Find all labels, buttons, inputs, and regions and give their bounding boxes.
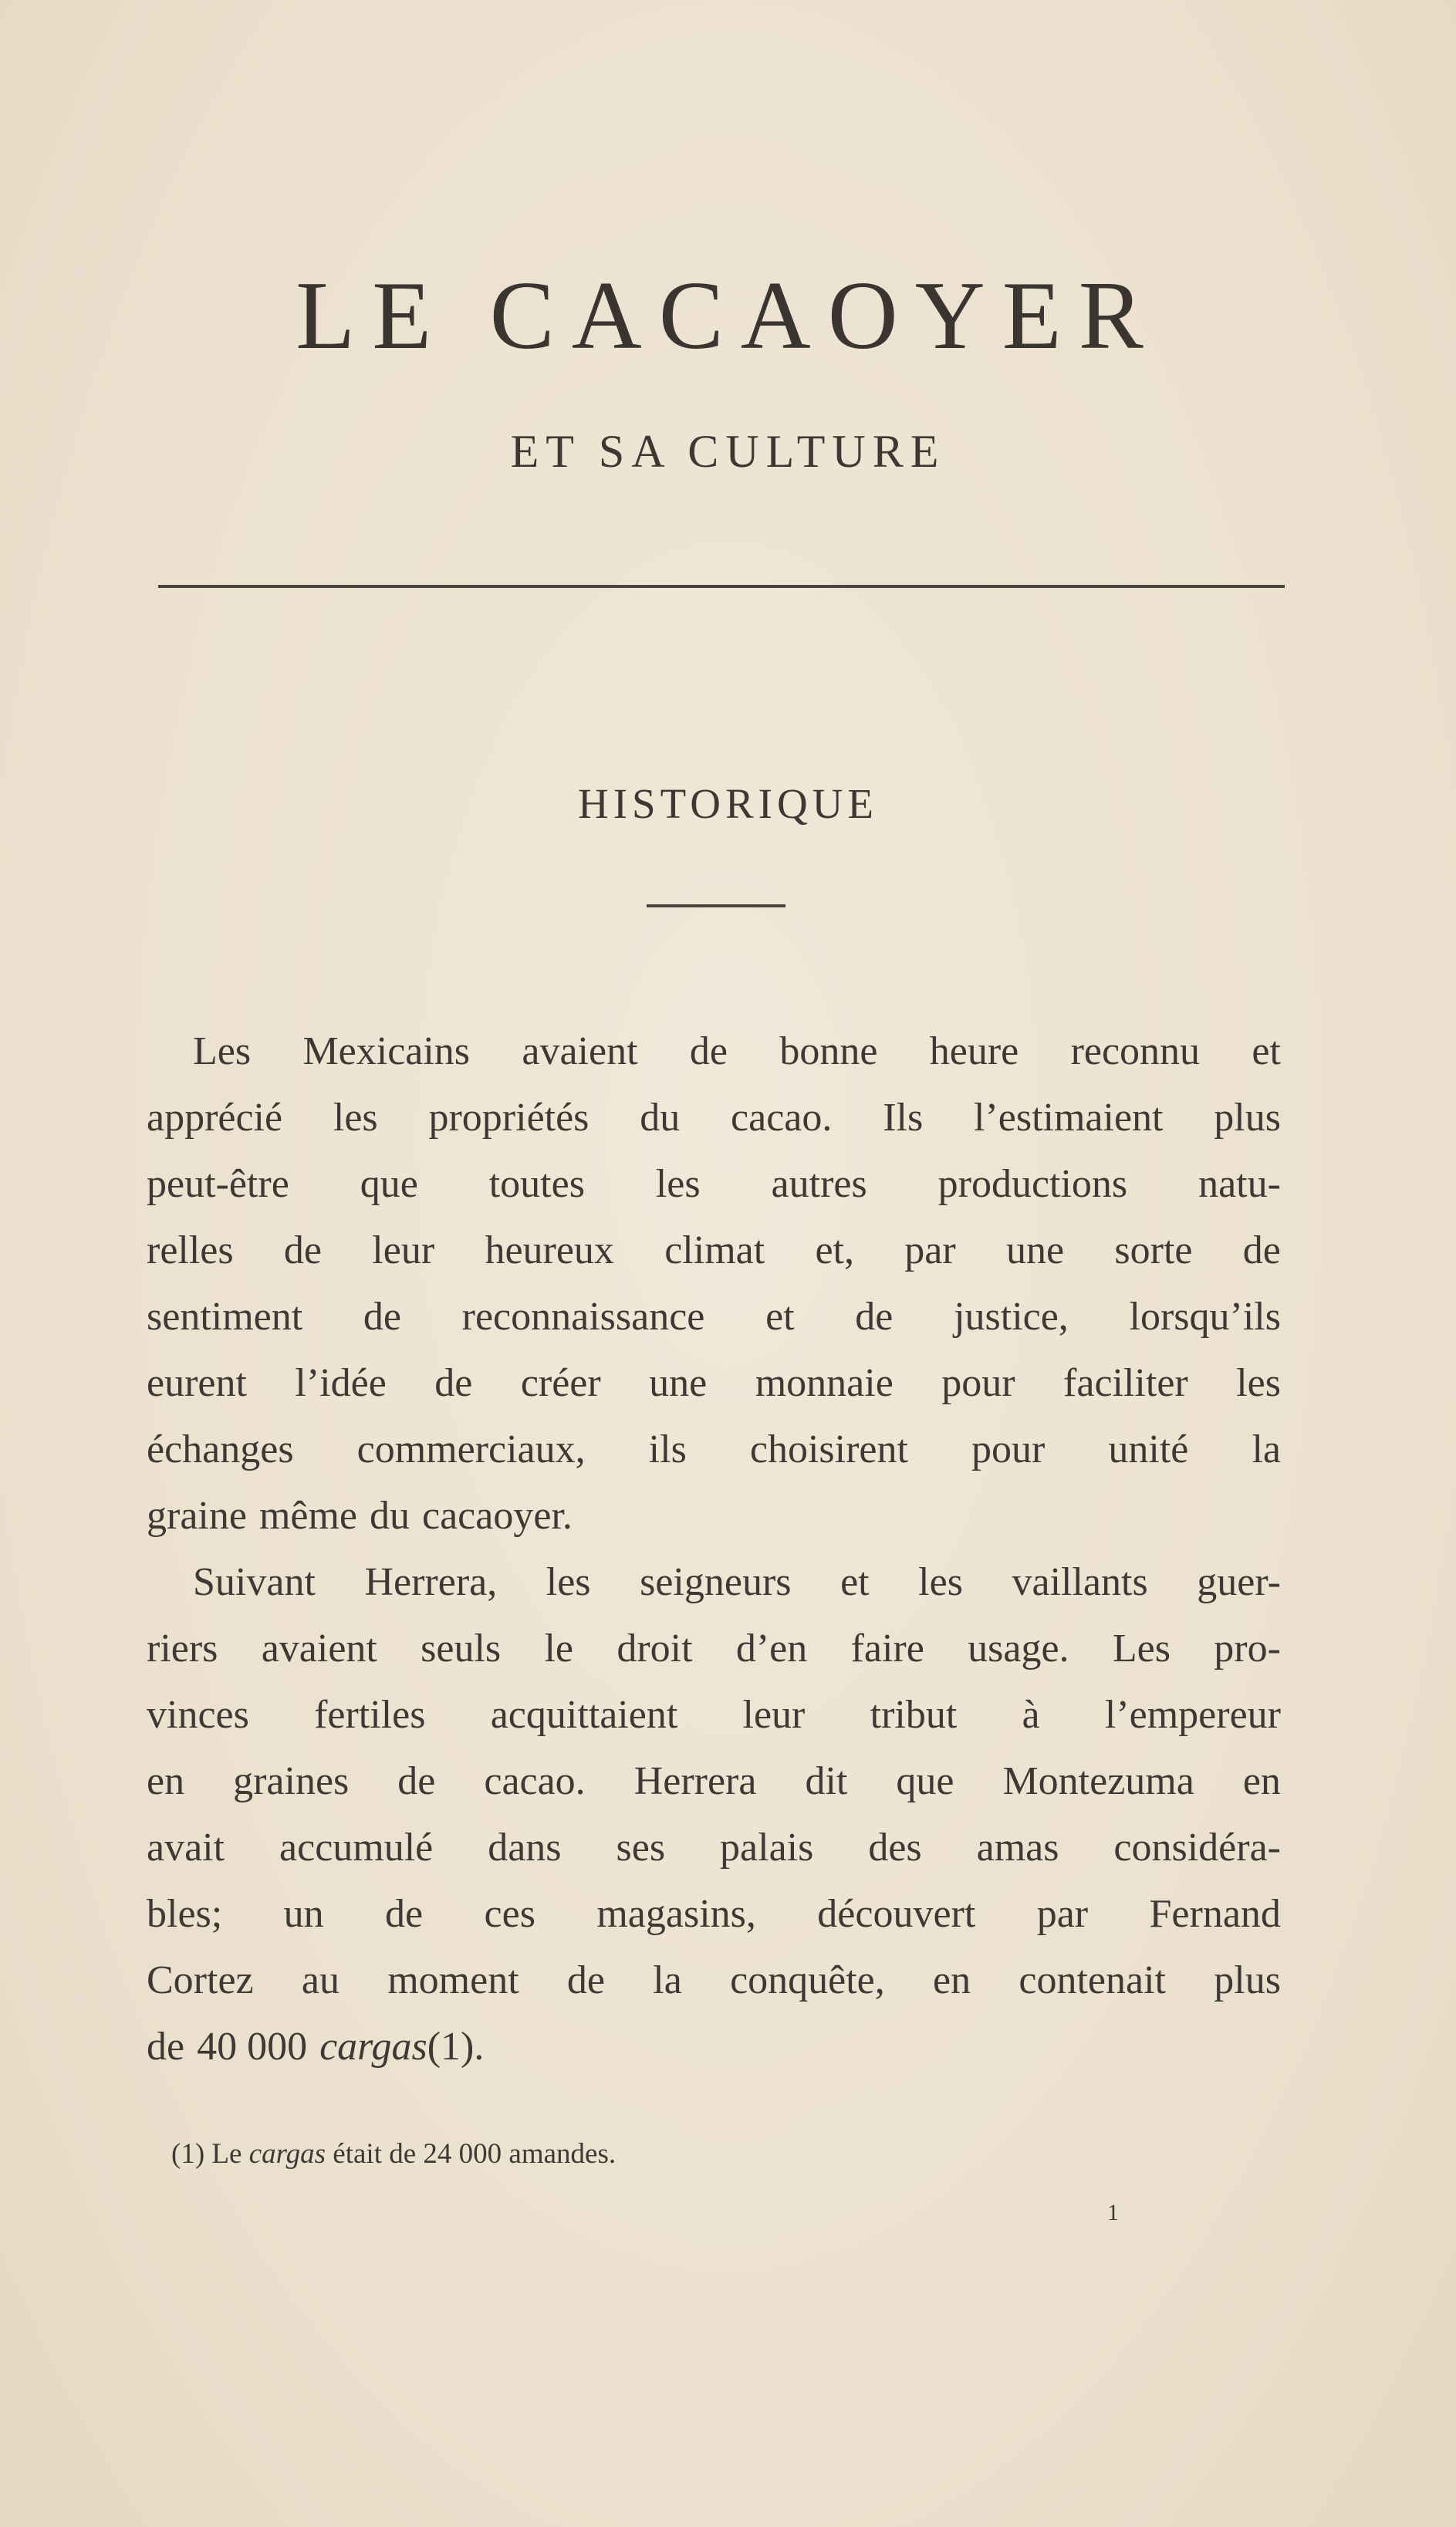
word: climat: [664, 1228, 765, 1272]
word: de: [434, 1361, 473, 1405]
word: de: [397, 1759, 436, 1803]
text-line: [147, 1682, 1281, 1748]
text-line: [147, 1483, 1281, 1549]
word: choisirent: [749, 1427, 908, 1471]
word: d’en: [735, 1627, 808, 1671]
word: et: [765, 1295, 795, 1339]
word: propriétés: [428, 1096, 589, 1140]
word: graines: [233, 1759, 350, 1803]
word: graine: [147, 1494, 247, 1538]
word: amas: [976, 1826, 1059, 1870]
word: usage.: [968, 1627, 1069, 1671]
word: heure: [929, 1029, 1019, 1073]
word: cacao.: [484, 1759, 586, 1803]
word: créer: [520, 1361, 601, 1405]
word: en: [1242, 1759, 1281, 1803]
word: ces: [484, 1892, 535, 1936]
word: l’empereur: [1104, 1693, 1281, 1737]
book-title: LE CACAOYER: [296, 262, 1160, 370]
word: au: [301, 1958, 340, 2002]
text-line: [147, 1881, 1281, 1948]
word: accumulé: [279, 1826, 434, 1870]
word: un: [283, 1892, 324, 1936]
text-line: [147, 1218, 1281, 1284]
word: du: [640, 1096, 681, 1140]
word: une: [649, 1361, 708, 1405]
word: que: [360, 1162, 418, 1206]
word: le: [544, 1627, 574, 1671]
word: cacaoyer.: [422, 1494, 573, 1538]
word: riers: [147, 1627, 218, 1671]
word: de: [147, 2025, 185, 2069]
word: et: [840, 1560, 870, 1604]
word: les: [655, 1162, 701, 1206]
word: avait: [147, 1826, 225, 1870]
word: bles;: [147, 1892, 223, 1936]
text-line: [147, 1151, 1281, 1218]
word: (1).: [427, 2025, 485, 2069]
word: vaillants: [1012, 1560, 1148, 1604]
word: des: [868, 1826, 922, 1870]
word: dans: [488, 1826, 562, 1870]
word: dit: [805, 1759, 848, 1803]
word: de: [283, 1228, 322, 1272]
word: cargas: [319, 2025, 427, 2069]
word: les: [546, 1560, 591, 1604]
word: les: [1236, 1361, 1281, 1405]
word: avaient: [522, 1029, 638, 1073]
word: reconnaissance: [461, 1295, 705, 1339]
word: pour: [941, 1361, 1015, 1405]
word: Herrera,: [364, 1560, 498, 1604]
section-rule: [647, 904, 785, 907]
word: Les: [193, 1029, 252, 1073]
word: plus: [1214, 1958, 1281, 2002]
word: échanges: [147, 1427, 294, 1471]
word: Les: [1112, 1627, 1171, 1671]
word: une: [1006, 1228, 1065, 1272]
word: toutes: [488, 1162, 585, 1206]
word: ils: [648, 1427, 687, 1471]
word: la: [1252, 1427, 1281, 1471]
word: unité: [1108, 1427, 1189, 1471]
word: Montezuma: [1002, 1759, 1194, 1803]
word: 40 000: [197, 2025, 308, 2069]
word: les: [918, 1560, 963, 1604]
word: Herrera: [633, 1759, 757, 1803]
word: reconnu: [1070, 1029, 1201, 1073]
word: conquête,: [730, 1958, 885, 2002]
word: commerciaux,: [356, 1427, 586, 1471]
word: et,: [815, 1228, 854, 1272]
text-line: [147, 1815, 1281, 1881]
book-subtitle: ET SA CULTURE: [510, 426, 946, 477]
title-rule: [158, 585, 1285, 588]
word: l’idée: [295, 1361, 387, 1405]
word: de: [855, 1295, 894, 1339]
footnote-text-after: était de 24 000 amandes.: [333, 2138, 617, 2170]
word: relles: [147, 1228, 234, 1272]
word: faire: [850, 1627, 924, 1671]
word: considéra-: [1113, 1826, 1281, 1870]
text-line: [147, 1350, 1281, 1417]
word: monnaie: [755, 1361, 894, 1405]
word: Mexicains: [302, 1029, 471, 1073]
word: la: [653, 1958, 682, 2002]
word: avaient: [261, 1627, 377, 1671]
word: Suivant: [193, 1560, 316, 1604]
word: de: [566, 1958, 606, 2002]
word: natu-: [1198, 1162, 1281, 1206]
section-heading: HISTORIQUE: [578, 780, 878, 827]
word: à: [1022, 1693, 1040, 1737]
word: l’estimaient: [974, 1096, 1164, 1140]
word: apprécié: [147, 1096, 283, 1140]
body-text: [147, 1019, 1281, 2080]
word: découvert: [817, 1892, 976, 1936]
word: moment: [387, 1958, 519, 2002]
footnote-marker: (1): [171, 2138, 205, 2170]
word: et: [1252, 1029, 1281, 1073]
word: tribut: [870, 1693, 958, 1737]
text-line: [147, 1417, 1281, 1483]
word: de: [363, 1295, 401, 1339]
word: productions: [937, 1162, 1128, 1206]
word: sentiment: [147, 1295, 303, 1339]
word: faciliter: [1063, 1361, 1188, 1405]
word: leur: [372, 1228, 435, 1272]
word: les: [333, 1096, 378, 1140]
text-line: [147, 1284, 1281, 1350]
footnote-text-before: Le: [211, 2138, 242, 2170]
text-line: [147, 1948, 1281, 2014]
word: acquittaient: [490, 1693, 678, 1737]
footnote-italic-term: cargas: [248, 2138, 326, 2170]
word: en: [933, 1958, 971, 2002]
word: pour: [971, 1427, 1046, 1471]
word: palais: [720, 1826, 814, 1870]
word: droit: [617, 1627, 693, 1671]
word: magasins,: [596, 1892, 756, 1936]
text-line: [147, 1748, 1281, 1815]
word: Fernand: [1149, 1892, 1281, 1936]
word: Cortez: [147, 1958, 254, 2002]
word: sorte: [1114, 1228, 1193, 1272]
word: fertiles: [314, 1693, 426, 1737]
word: vinces: [147, 1693, 249, 1737]
word: même: [258, 1494, 357, 1538]
word: seuls: [421, 1627, 502, 1671]
word: pro-: [1214, 1627, 1281, 1671]
text-line: [147, 1085, 1281, 1151]
word: plus: [1214, 1096, 1281, 1140]
text-line: [147, 1549, 1281, 1616]
word: ses: [616, 1826, 666, 1870]
word: lorsqu’ils: [1129, 1295, 1281, 1339]
word: peut-être: [147, 1162, 289, 1206]
word: par: [904, 1228, 956, 1272]
text-line: [147, 1019, 1281, 1085]
word: leur: [742, 1693, 806, 1737]
word: justice,: [954, 1295, 1069, 1339]
page-number: 1: [1107, 2200, 1119, 2225]
word: de: [1242, 1228, 1281, 1272]
word: seigneurs: [640, 1560, 792, 1604]
word: du: [370, 1494, 410, 1538]
word: autres: [771, 1162, 867, 1206]
word: contenait: [1019, 1958, 1166, 2002]
word: en: [147, 1759, 185, 1803]
word: de: [385, 1892, 424, 1936]
footnote: [171, 2131, 616, 2177]
word: que: [896, 1759, 954, 1803]
word: heureux: [485, 1228, 614, 1272]
word: cacao.: [731, 1096, 833, 1140]
text-line: [147, 1616, 1281, 1682]
text-line: [147, 2014, 1281, 2080]
word: eurent: [147, 1361, 247, 1405]
word: par: [1036, 1892, 1089, 1936]
word: Ils: [883, 1096, 924, 1140]
word: guer-: [1197, 1560, 1281, 1604]
word: de: [689, 1029, 728, 1073]
word: bonne: [779, 1029, 878, 1073]
